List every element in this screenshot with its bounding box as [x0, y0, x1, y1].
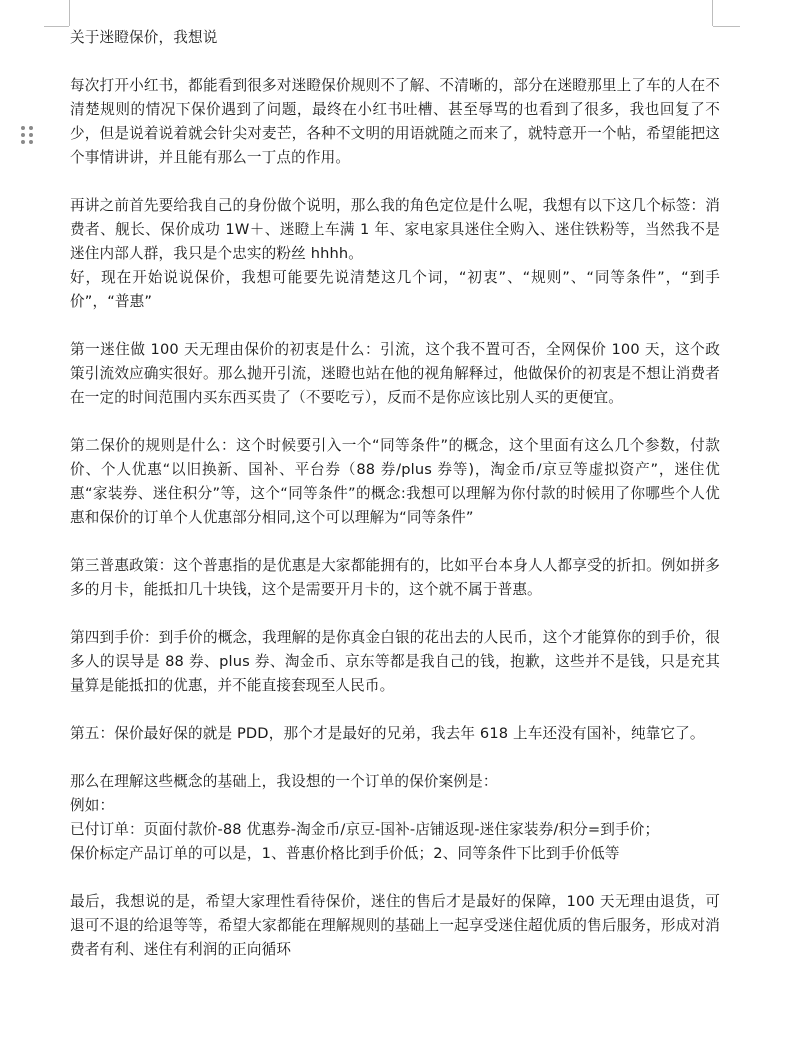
paragraph-conclusion: 最后，我想说的是，希望大家理性看待保价，迷住的售后才是最好的保障，100 天无理由退货，可退可不退的给退等等，希望大家都能在理解规则的基础上一起享受迷住超优质的售后服务，形成对消费者有利、迷住有利润的正向循环: [70, 893, 720, 958]
paragraph-spacer: [70, 410, 720, 434]
paragraph-spacer: [70, 50, 720, 74]
paragraph-intro: 每次打开小红书，都能看到很多对迷瞪保价规则不了解、不清晰的，部分在迷瞪那里上了车的人在不清楚规则的情况下保价遇到了问题，最终在小红书吐槽、甚至辱骂的也看到了很多，我也回复了不少，但是说着说着就会针尖对麦芒，各种不文明的用语就随之而来了，就特意开一个帖，希望能把这个事情讲讲，并且能有那么一丁点的作用。: [70, 77, 720, 166]
paragraph-first-intent: 第一迷住做 100 天无理由保价的初衷是什么：引流，这个我不置可否，全网保价 100 天，这个政策引流效应确实很好。那么抛开引流，迷瞪也站在他的视角解释过，他做保价的初衷是不想让消费者在一定的时间范围内买东西买贵了（不要吃亏），反而不是你应该比别人买的更便宜。: [70, 341, 720, 406]
paragraph-fourth-final-price: 第四到手价：到手价的概念，我理解的是你真金白银的花出去的人民币，这个才能算你的到手价，很多人的误导是 88 券、plus 券、淘金币、京东等都是我自己的钱，抱歉，这些并不是钱，只是充其量算是能抵扣的优惠，并不能直接套现至人民币。: [70, 629, 720, 694]
paragraph-terms: 好，现在开始说说保价，我想可能要先说清楚这几个词，“初衷”、“规则”、“同等条件”，“到手价”，“普惠”: [70, 269, 720, 310]
drag-handle-icon[interactable]: [19, 124, 35, 146]
paragraph-spacer: [70, 698, 720, 722]
document-body[interactable]: [70, 26, 720, 962]
paragraph-identity: 再讲之前首先要给我自己的身份做个说明，那么我的角色定位是什么呢，我想有以下这几个标签：消费者、舰长、保价成功 1W＋、迷瞪上车满 1 年、家电家具迷住全购入、迷住铁粉等，当然我不是迷住内部人群，我只是个忠实的粉丝 hhhh。: [70, 197, 720, 262]
paragraph-price-protect-target: 保价标定产品订单的可以是，1、普惠价格比到手价低；2、同等条件下比到手价低等: [70, 845, 620, 862]
paragraph-spacer: [70, 746, 720, 770]
paragraph-example-label: 例如：: [70, 797, 115, 814]
paragraph-spacer: [70, 314, 720, 338]
paragraph-paid-order: 已付订单：页面付款价-88 优惠券-淘金币/京豆-国补-店铺返现-迷住家装券/积分=到手价；: [70, 821, 660, 838]
paragraph-spacer: [70, 170, 720, 194]
paragraph-fifth-pdd: 第五：保价最好保的就是 PDD，那个才是最好的兄弟，我去年 618 上车还没有国补，纯靠它了。: [70, 725, 705, 742]
paragraph-spacer: [70, 530, 720, 554]
crop-mark-top-right-vertical: [712, 0, 713, 26]
crop-mark-top-left-vertical: [69, 0, 70, 26]
crop-mark-top-left-horizontal: [44, 26, 69, 27]
paragraph-spacer: [70, 866, 720, 890]
paragraph-second-rules: 第二保价的规则是什么：这个时候要引入一个“同等条件”的概念，这个里面有这么几个参数，付款价、个人优惠“以旧换新、国补、平台券（88 券/plus 券等)，淘金币/京豆等虚拟资产”，迷住优惠“家装券、迷住积分”等，这个“同等条件”的概念:我想可以理解为你付款的时候用了你哪些个人优惠和保价的订单个人优惠部分相同,这个可以理解为“同等条件”: [70, 437, 720, 526]
document-title: 关于迷瞪保价，我想说: [70, 29, 218, 46]
paragraph-case-intro: 那么在理解这些概念的基础上，我设想的一个订单的保价案例是：: [70, 773, 498, 790]
paragraph-third-universal: 第三普惠政策：这个普惠指的是优惠是大家都能拥有的，比如平台本身人人都享受的折扣。例如拼多多的月卡，能抵扣几十块钱，这个是需要开月卡的，这个就不属于普惠。: [70, 557, 720, 598]
paragraph-spacer: [70, 602, 720, 626]
